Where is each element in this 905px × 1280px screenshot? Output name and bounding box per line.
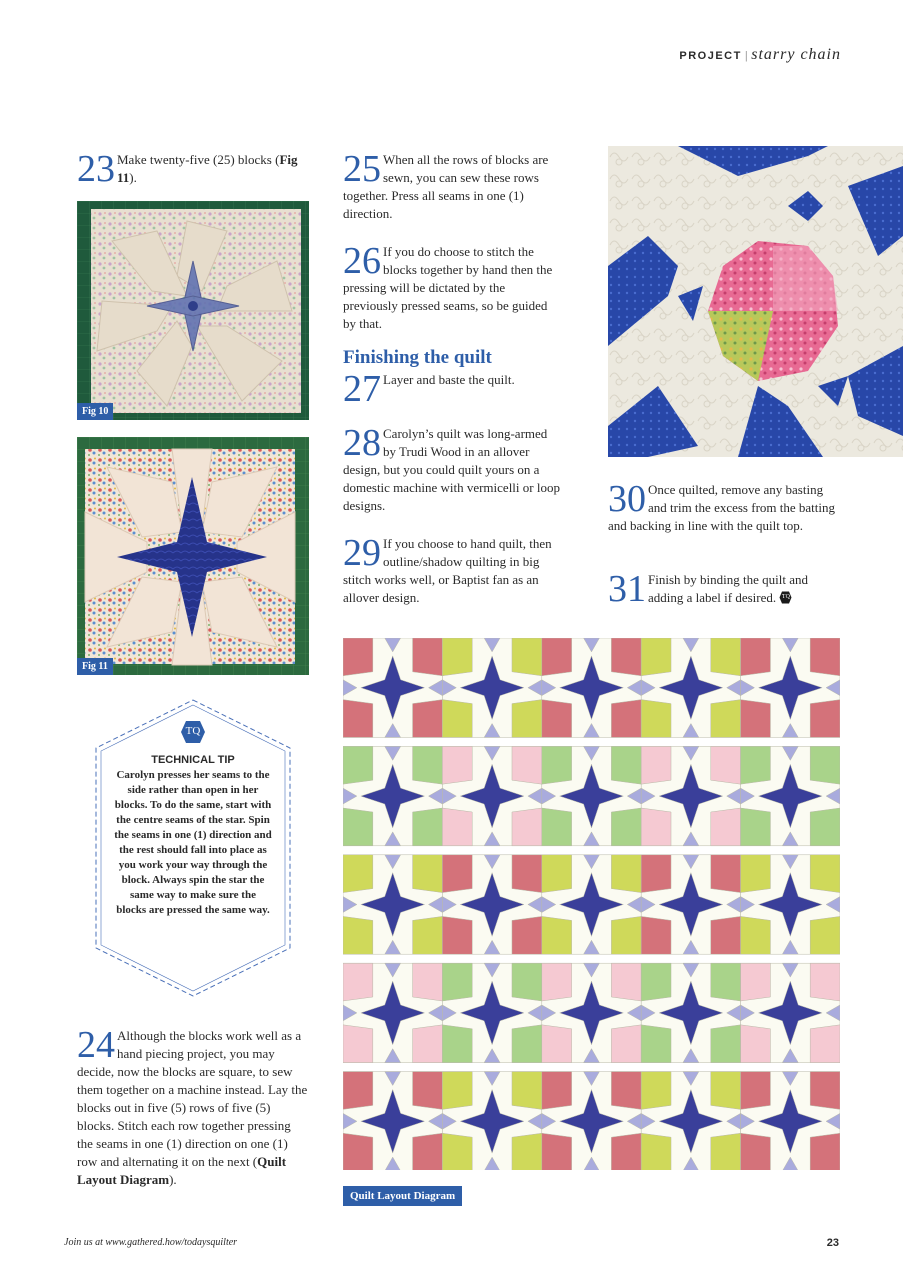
corner-patch bbox=[810, 916, 840, 954]
fig-11-image bbox=[77, 437, 309, 675]
corner-patch bbox=[413, 855, 443, 893]
fig-11-label: Fig 11 bbox=[77, 658, 113, 675]
corner-patch bbox=[711, 855, 741, 893]
step-number: 29 bbox=[343, 532, 381, 574]
corner-patch bbox=[413, 1025, 443, 1063]
corner-patch bbox=[711, 916, 741, 954]
corner-patch bbox=[413, 1072, 443, 1110]
corner-patch bbox=[611, 638, 641, 676]
corner-patch bbox=[442, 1133, 472, 1170]
corner-patch bbox=[512, 638, 542, 676]
corner-patch bbox=[711, 1133, 741, 1170]
corner-patch bbox=[641, 808, 671, 846]
corner-patch bbox=[641, 1072, 671, 1110]
tq-end-badge-icon: TQ bbox=[779, 591, 792, 604]
step-23: 23 Make twenty-five (25) blocks (Fig 11). bbox=[77, 148, 298, 190]
corner-patch bbox=[611, 1133, 641, 1170]
corner-patch bbox=[542, 963, 572, 1001]
corner-patch bbox=[442, 1025, 472, 1063]
tq-badge-icon: TQ bbox=[180, 720, 206, 744]
step-number: 25 bbox=[343, 148, 381, 190]
corner-patch bbox=[542, 746, 572, 784]
step-28: 28 Carolyn’s quilt was long-armed by Trudi Wood in an allover design, but you could quilt yours on a domestic machine with vermicelli or loop designs. bbox=[343, 422, 560, 513]
step-26: 26 If you do choose to stitch the blocks together by hand then the pressing will be dictated by the previously pressed seams, so be guided by that. bbox=[343, 240, 553, 331]
corner-patch bbox=[442, 1072, 472, 1110]
corner-patch bbox=[711, 700, 741, 738]
fig-10-label: Fig 10 bbox=[77, 403, 113, 420]
step-number: 31 bbox=[608, 568, 646, 610]
corner-patch bbox=[512, 1025, 542, 1063]
corner-patch bbox=[641, 1025, 671, 1063]
section-heading: Finishing the quilt bbox=[343, 347, 492, 368]
corner-patch bbox=[711, 963, 741, 1001]
fig-11-photo bbox=[77, 437, 309, 675]
corner-patch bbox=[512, 808, 542, 846]
step-number: 26 bbox=[343, 240, 381, 282]
corner-patch bbox=[413, 700, 443, 738]
corner-patch bbox=[611, 746, 641, 784]
step-25: 25 When all the rows of blocks are sewn, you can sew these rows together. Press all seams in one (1) direction. bbox=[343, 148, 549, 221]
corner-patch bbox=[741, 963, 771, 1001]
corner-patch bbox=[442, 808, 472, 846]
header-separator: | bbox=[744, 50, 749, 62]
corner-patch bbox=[413, 916, 443, 954]
corner-patch bbox=[711, 638, 741, 676]
corner-patch bbox=[741, 1133, 771, 1170]
corner-patch bbox=[741, 638, 771, 676]
corner-patch bbox=[542, 700, 572, 738]
corner-patch bbox=[810, 746, 840, 784]
corner-patch bbox=[611, 916, 641, 954]
quilt-layout-svg bbox=[343, 638, 840, 1170]
step-number: 24 bbox=[77, 1024, 115, 1066]
corner-patch bbox=[413, 963, 443, 1001]
corner-patch bbox=[741, 1072, 771, 1110]
corner-patch bbox=[343, 1072, 373, 1110]
corner-patch bbox=[611, 855, 641, 893]
corner-patch bbox=[542, 1072, 572, 1110]
corner-patch bbox=[512, 916, 542, 954]
corner-patch bbox=[413, 1133, 443, 1170]
corner-patch bbox=[542, 638, 572, 676]
quilt-layout-label: Quilt Layout Diagram bbox=[343, 1186, 462, 1206]
corner-patch bbox=[810, 808, 840, 846]
corner-patch bbox=[343, 746, 373, 784]
corner-patch bbox=[542, 1025, 572, 1063]
quilt-closeup-photo bbox=[608, 146, 903, 457]
corner-patch bbox=[343, 963, 373, 1001]
corner-patch bbox=[442, 916, 472, 954]
corner-patch bbox=[741, 746, 771, 784]
corner-patch bbox=[442, 963, 472, 1001]
page-number: 23 bbox=[826, 1237, 839, 1249]
technical-tip-box bbox=[94, 698, 292, 998]
corner-patch bbox=[741, 1025, 771, 1063]
corner-patch bbox=[512, 746, 542, 784]
corner-patch bbox=[343, 700, 373, 738]
corner-patch bbox=[711, 746, 741, 784]
corner-patch bbox=[810, 700, 840, 738]
corner-patch bbox=[512, 963, 542, 1001]
fig-10-photo bbox=[77, 201, 309, 420]
section-label: PROJECT bbox=[679, 50, 742, 62]
corner-patch bbox=[512, 1072, 542, 1110]
corner-patch bbox=[512, 1133, 542, 1170]
step-29: 29 If you choose to hand quilt, then outline/shadow quilting in big stitch works well, or Baptist fan as an allover design. bbox=[343, 532, 552, 605]
corner-patch bbox=[711, 808, 741, 846]
corner-patch bbox=[542, 1133, 572, 1170]
corner-patch bbox=[611, 1072, 641, 1110]
corner-patch bbox=[611, 700, 641, 738]
corner-patch bbox=[611, 963, 641, 1001]
corner-patch bbox=[810, 1025, 840, 1063]
tip-title: TECHNICAL TIP bbox=[151, 754, 235, 766]
step-24: 24 Although the blocks work well as a hand piecing project, you may decide, now the blocks are square, to sew them together on a machine instead. Lay the blocks out in five (5) rows of five (5) blocks. Stitch each row together pressing the seams in one (1) direction on one (1) row and alternating it on the next (Quilt Layout Diagram). bbox=[77, 1024, 308, 1187]
corner-patch bbox=[512, 855, 542, 893]
step-number: 30 bbox=[608, 478, 646, 520]
corner-patch bbox=[343, 808, 373, 846]
corner-patch bbox=[810, 963, 840, 1001]
corner-patch bbox=[343, 1133, 373, 1170]
step-31: 31 Finish by binding the quilt and adding a label if desired. TQ bbox=[608, 568, 808, 610]
corner-patch bbox=[343, 638, 373, 676]
project-title: starry chain bbox=[751, 46, 841, 63]
corner-patch bbox=[542, 855, 572, 893]
corner-patch bbox=[542, 808, 572, 846]
corner-patch bbox=[641, 700, 671, 738]
fig-ref: Fig 11 bbox=[117, 152, 298, 185]
corner-patch bbox=[611, 808, 641, 846]
step-number: 23 bbox=[77, 148, 115, 190]
corner-patch bbox=[711, 1025, 741, 1063]
corner-patch bbox=[413, 808, 443, 846]
corner-patch bbox=[741, 916, 771, 954]
corner-patch bbox=[442, 700, 472, 738]
step-30: 30 Once quilted, remove any basting and trim the excess from the batting and backing in line with the quilt top. bbox=[608, 478, 836, 533]
corner-patch bbox=[343, 1025, 373, 1063]
corner-patch bbox=[741, 808, 771, 846]
quilt-closeup-image bbox=[608, 146, 903, 457]
layout-ref: Quilt Layout Diagram bbox=[77, 1154, 287, 1187]
step-27: 27 Layer and baste the quilt. bbox=[343, 368, 515, 410]
corner-patch bbox=[741, 855, 771, 893]
corner-patch bbox=[810, 638, 840, 676]
corner-patch bbox=[810, 1133, 840, 1170]
tip-body: Carolyn presses her seams to the side rather than open in her blocks. To do the same, start with the centre seams of the star. Spin the seams in one (1) direction and the rest should fall into place as you work your way through the block. Always spin the star the same way to make sure the blocks are pressed the same way. bbox=[114, 769, 272, 916]
quilt-layout-diagram bbox=[343, 638, 840, 1170]
running-header bbox=[679, 46, 841, 64]
corner-patch bbox=[343, 916, 373, 954]
corner-patch bbox=[542, 916, 572, 954]
corner-patch bbox=[741, 700, 771, 738]
corner-patch bbox=[641, 916, 671, 954]
corner-patch bbox=[512, 700, 542, 738]
corner-patch bbox=[641, 1133, 671, 1170]
corner-patch bbox=[442, 638, 472, 676]
corner-patch bbox=[641, 746, 671, 784]
corner-patch bbox=[413, 746, 443, 784]
step-number: 27 bbox=[343, 368, 381, 410]
corner-patch bbox=[442, 746, 472, 784]
fig-10-image bbox=[77, 201, 309, 420]
corner-patch bbox=[810, 1072, 840, 1110]
step-number: 28 bbox=[343, 422, 381, 464]
corner-patch bbox=[810, 855, 840, 893]
corner-patch bbox=[641, 855, 671, 893]
corner-patch bbox=[641, 963, 671, 1001]
corner-patch bbox=[711, 1072, 741, 1110]
corner-patch bbox=[641, 638, 671, 676]
footer-website: Join us at www.gathered.how/todaysquilter bbox=[64, 1237, 238, 1248]
corner-patch bbox=[442, 855, 472, 893]
corner-patch bbox=[611, 1025, 641, 1063]
corner-patch bbox=[343, 855, 373, 893]
corner-patch bbox=[413, 638, 443, 676]
